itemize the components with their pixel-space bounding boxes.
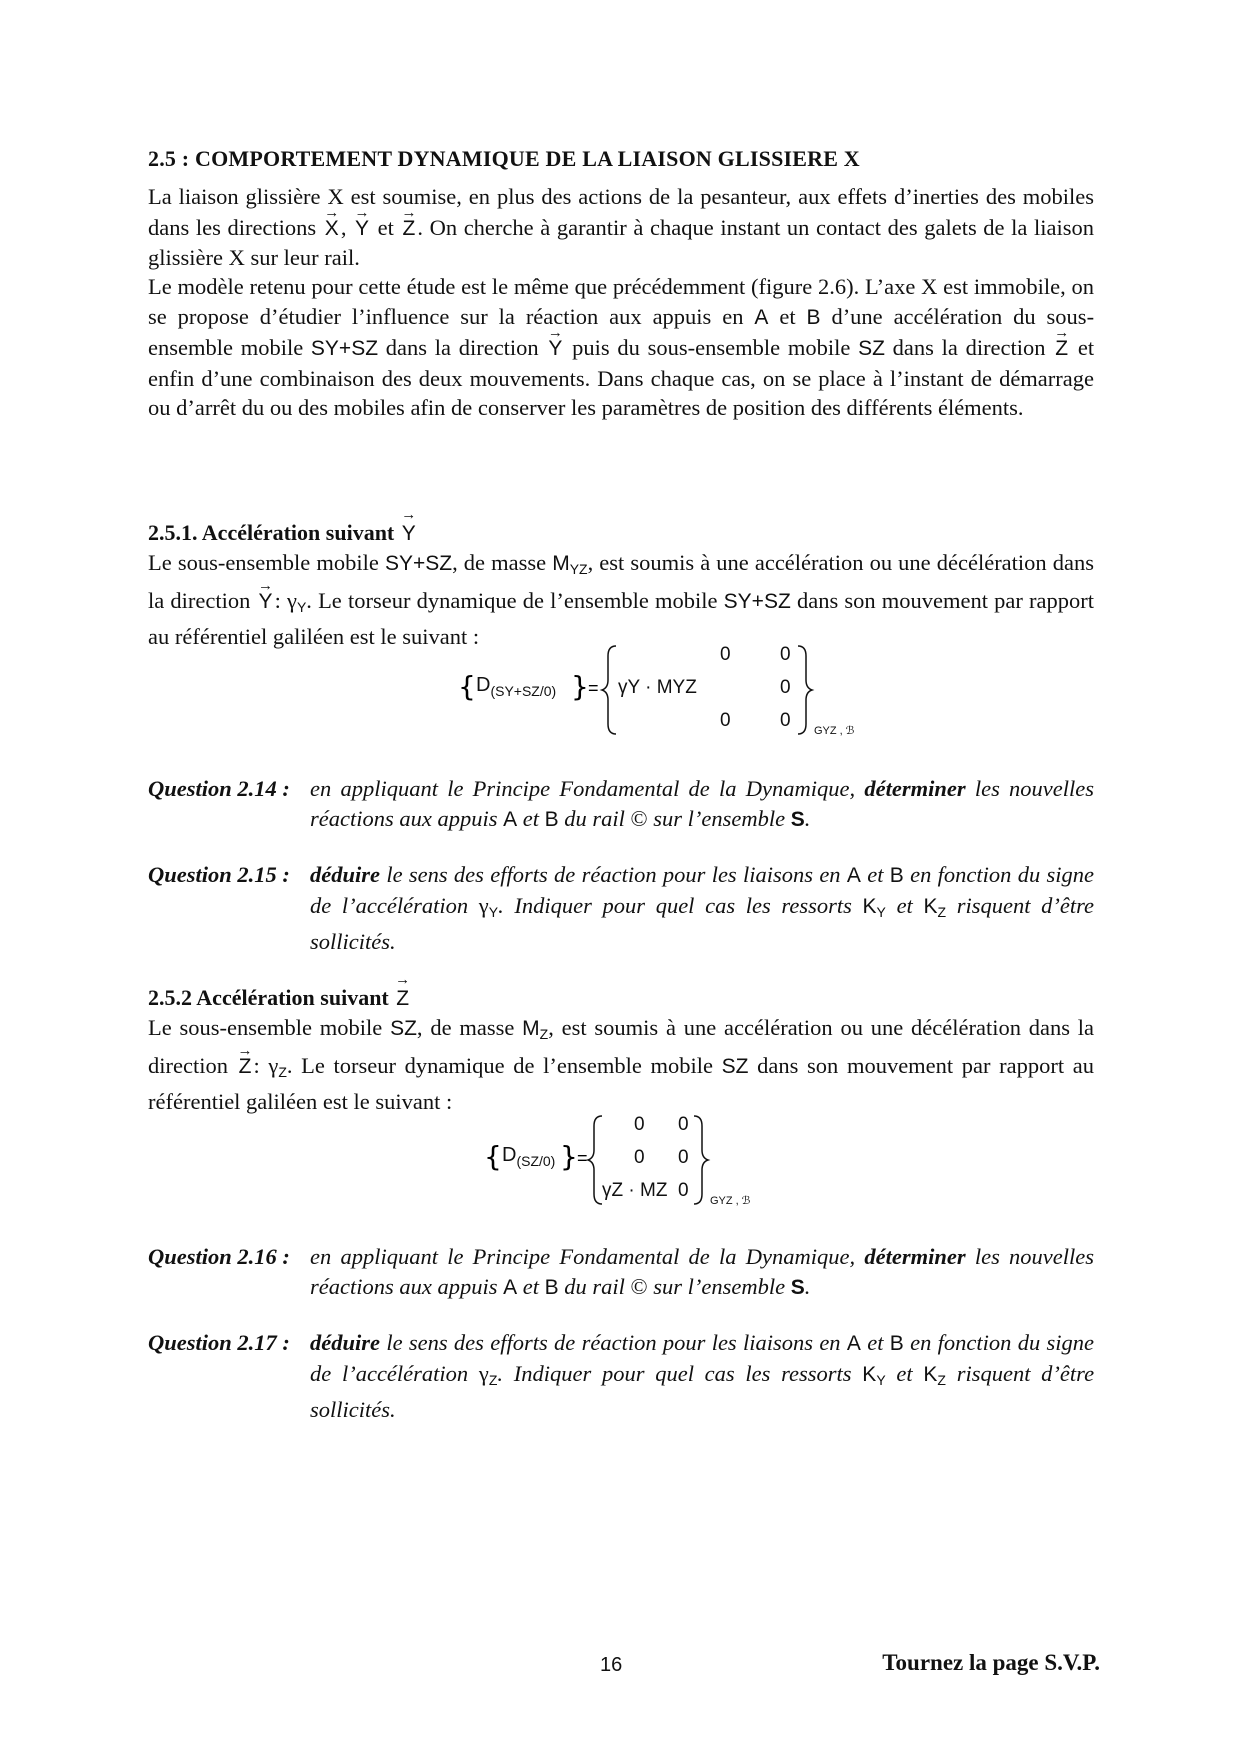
formula-2-r3c1: γZ · MZ [602, 1180, 668, 1201]
vector-x-symbol: → X [325, 212, 339, 244]
formula-2-lhs: $D_{(SZ/0)}$ [502, 1144, 556, 1169]
question-2-17: Question 2.17 : déduire le sens des efforts de réaction pour les liaisons en A et B en fonction du signe de l’accélération $\gamma_Z$. Indiquer pour quel cas les ressorts $K_Y$ et $K_Z$ risquent d’être sollicités. [148, 1330, 1095, 1422]
question-2-14: Question 2.14 : en appliquant le Principe Fondamental de la Dynamique, déterminer les nouvelles réactions aux appuis A et B du rail © sur l’ensemble S. [148, 776, 1095, 831]
svg-text:}: } [560, 1140, 578, 1173]
formula-1-r3c1: 0 [720, 710, 731, 731]
question-2-15: Question 2.15 : déduire le sens des efforts de réaction pour les liaisons en A et B en fonction du signe de l’accélération $\gamma_Y$. Indiquer pour quel cas les ressorts $K_Y$ et $K_Z$ risquent d’être sollicités. [148, 862, 1095, 954]
model-paragraph: Le modèle retenu pour cette étude est le même que précédemment (figure 2.6). L’axe X est immobile, on se propose d’étudier l’influence sur la réaction aux appuis en A et B d’une accélération du sous-ensemble mobile SY+SZ dans la direction → Y puis du sous-ensemble mobile SZ dans la direction → Z et enfin d’une combinaison des deux mouvements. Dans chaque cas, on se place à l’instant de démarrage ou d’arrêt du ou des mobiles afin de conserver les paramètres de position des différents éléments. [148, 272, 1094, 423]
formula-2-r3c2: 0 [678, 1180, 689, 1201]
subsection-2-5-2-text: Le sous-ensemble mobile SZ, de masse $M_Z$, est soumis à une accélération ou une décélération dans la direction → Z: $\gamma_Z$. Le torseur dynamique de l’ensemble mobile SZ dans son mouvement par rapport au référentiel galiléen est le suivant : [148, 1013, 1094, 1117]
formula-2-r1c2: 0 [678, 1114, 689, 1135]
dynamic-torsor-formula-2 [484, 1110, 884, 1210]
svg-text:{: { [458, 670, 476, 703]
section-title: 2.5 : COMPORTEMENT DYNAMIQUE DE LA LIAISON GLISSIERE X [148, 146, 860, 171]
question-2-15-label: Question 2.15 : [148, 862, 290, 887]
formula-1-r1c2: 0 [780, 644, 791, 665]
question-2-16-label: Question 2.16 : [148, 1244, 290, 1269]
subsection-2-5-1-text: Le sous-ensemble mobile SY+SZ, de masse $M_{YZ}$, est soumis à une accélération ou une décélération dans la direction → Y: $\gamma_Y$. Le torseur dynamique de l’ensemble mobile SY+SZ dans son mouvement par rapport au référentiel galiléen est le suivant : [148, 548, 1094, 652]
subsection-heading-2-5-1: 2.5.1. Accélération suivant → Y [148, 520, 418, 546]
subsection-heading-2-5-2: 2.5.2 Accélération suivant → Z [148, 985, 411, 1011]
svg-text:}: } [571, 670, 589, 703]
question-2-14-label: Question 2.14 : [148, 776, 290, 801]
vector-y-symbol: → Y [355, 212, 369, 244]
formula-2-r1c1: 0 [634, 1114, 645, 1135]
formula-1-r1c1: 0 [720, 644, 731, 665]
formula-2-r2c2: 0 [678, 1147, 689, 1168]
question-2-17-label: Question 2.17 : [148, 1330, 290, 1355]
formula-2-r2c1: 0 [634, 1147, 645, 1168]
vector-z-symbol: → Z [403, 212, 416, 244]
question-2-16: Question 2.16 : en appliquant le Principe Fondamental de la Dynamique, déterminer les nouvelles réactions aux appuis A et B du rail © sur l’ensemble S. [148, 1244, 1095, 1299]
formula-2-point: GYZ , ℬ [710, 1195, 751, 1207]
dynamic-torsor-formula-1 [458, 640, 858, 740]
formula-1-lhs: $D_{(SY+SZ/0)}$ [476, 674, 557, 699]
svg-text:=: = [588, 678, 599, 698]
intro-paragraph: La liaison glissière X est soumise, en plus des actions de la pesanteur, aux effets d’inerties des mobiles dans les directions → X, → Y et → Z. On cherche à garantir à chaque instant un contact des galets de la liaison glissière X sur leur rail. [148, 182, 1094, 273]
formula-1-r2c1: γY · MYZ [618, 677, 697, 698]
page-number: 16 [600, 1654, 623, 1676]
turn-page-note: Tournez la page S.V.P. [882, 1650, 1100, 1675]
formula-1-r3c2: 0 [780, 710, 791, 731]
formula-1-point: GYZ , ℬ [814, 725, 855, 737]
svg-text:=: = [577, 1148, 588, 1168]
svg-text:{: { [484, 1140, 502, 1173]
formula-1-r2c2: 0 [780, 677, 791, 698]
